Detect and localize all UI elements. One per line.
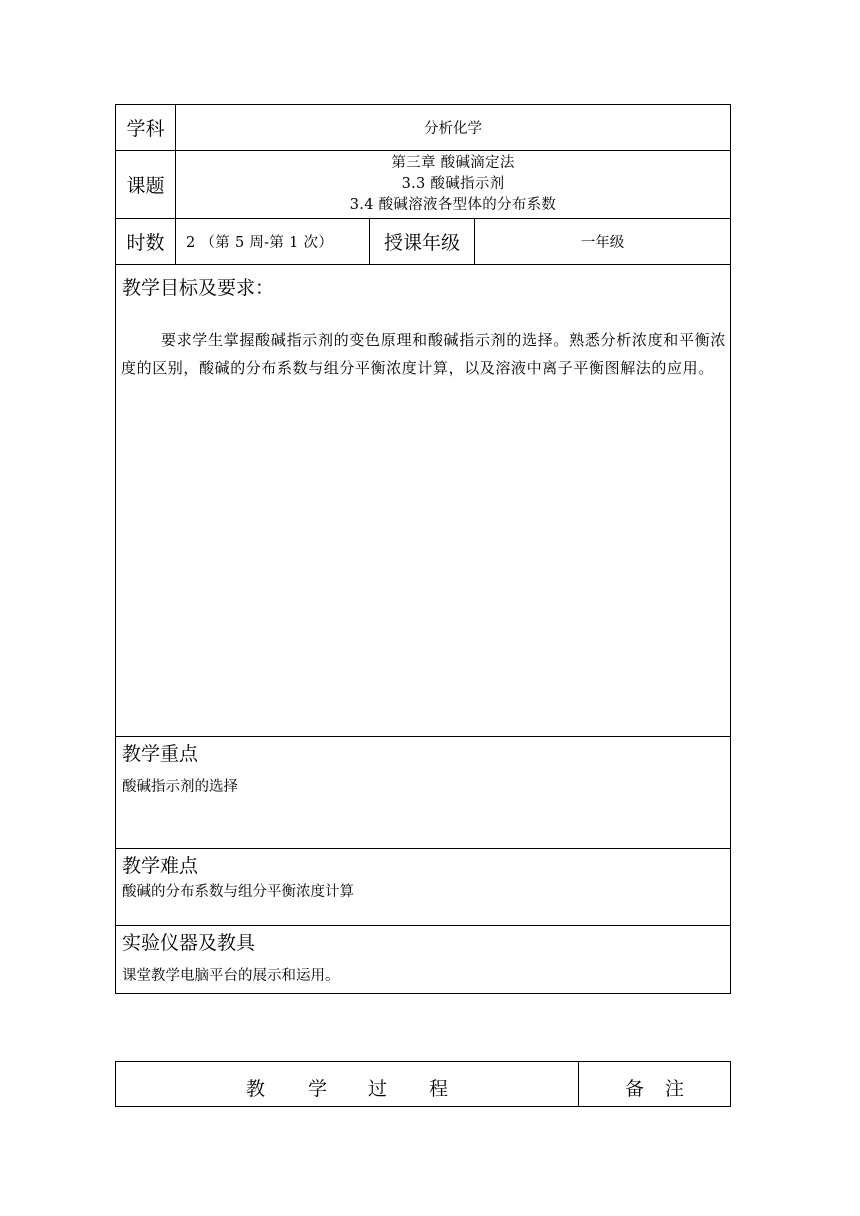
row-divider xyxy=(115,264,731,265)
subject-label: 学科 xyxy=(126,118,165,140)
notes-char: 备 xyxy=(625,1078,645,1100)
hours-value: 2 （第 5 周-第 1 次） xyxy=(186,235,334,251)
hours-label: 时数 xyxy=(126,232,165,254)
objectives-heading: 教学目标及要求： xyxy=(122,277,275,299)
notes-char: 注 xyxy=(665,1078,685,1100)
process-char: 教 xyxy=(246,1078,266,1100)
row-divider xyxy=(115,150,731,151)
process-char: 程 xyxy=(429,1078,449,1100)
topic-label: 课题 xyxy=(126,175,165,197)
row-divider xyxy=(115,736,731,737)
process-header xyxy=(116,1062,578,1107)
process-char: 学 xyxy=(308,1078,328,1100)
topic-line-chapter: 第三章 酸碱滴定法 xyxy=(391,155,515,171)
objectives-text: 要求学生掌握酸碱指示剂的变色原理和酸碱指示剂的选择。熟悉分析浓度和平衡浓度的区别，酸碱的分布系数与组分平衡浓度计算，以及溶液中离子平衡图解法的应用。 xyxy=(121,331,726,377)
grade-value: 一年级 xyxy=(580,235,625,251)
key-points-text: 酸碱指示剂的选择 xyxy=(122,779,238,795)
topic-line-section-1: 3.3 酸碱指示剂 xyxy=(401,176,505,192)
equipment-heading: 实验仪器及教具 xyxy=(122,932,256,954)
subject-value: 分析化学 xyxy=(424,121,482,137)
row-divider xyxy=(115,925,731,926)
difficulties-text: 酸碱的分布系数与组分平衡浓度计算 xyxy=(122,884,354,900)
topic-value xyxy=(176,153,730,217)
topic-line-section-2: 3.4 酸碱溶液各型体的分布系数 xyxy=(349,197,557,213)
process-char: 过 xyxy=(368,1078,388,1100)
grade-label: 授课年级 xyxy=(383,232,460,254)
equipment-text: 课堂教学电脑平台的展示和运用。 xyxy=(122,968,340,984)
key-points-heading: 教学重点 xyxy=(122,743,199,765)
notes-header xyxy=(579,1062,730,1107)
row-divider xyxy=(115,848,731,849)
difficulties-heading: 教学难点 xyxy=(122,855,199,877)
